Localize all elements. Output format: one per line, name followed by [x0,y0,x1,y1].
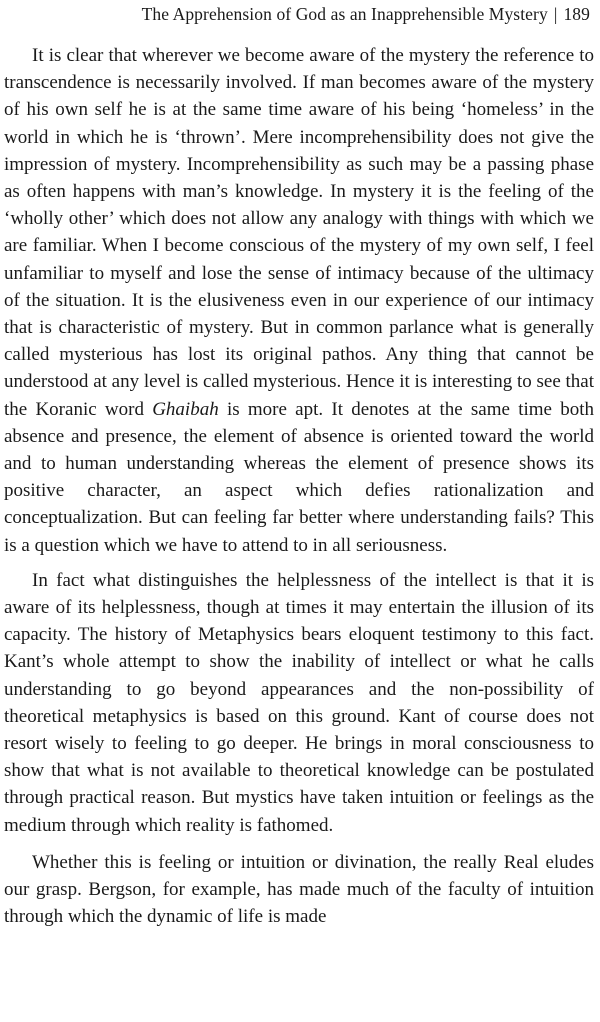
running-header [0,4,590,25]
body-text [4,42,594,939]
page-number: 189 [563,4,590,24]
paragraph-1-text-b: is more apt. It denotes at the same time both absence and presence, the element of absence is oriented toward the world and to human understanding whereas the element of presence shows its positive character, an aspect which defies rationalization and conceptualization. But can feeling far better where understanding fails? This is a question which we have to attend to in all seriousness. [4,398,594,556]
paragraph-2: In fact what distinguishes the helplessness of the intellect is that it is aware of its helplessness, though at times it may entertain the illusion of its capacity. The history of Metaphysics bears eloquent testimony to this fact. Kant’s whole attempt to show the inability of intellect or what he calls understanding to go beyond appearances and the non-possibility of theoretical metaphysics is based on this ground. Kant of course does not resort wisely to feeling to go deeper. He brings in moral consciousness to show that what is not available to theoretical knowledge can be postulated through practical reason. But mystics have taken intuition or feelings as the medium through which reality is fathomed. [4,569,594,836]
paragraph-1-text-a: It is clear that wherever we become aware of the mystery the reference to transcendence is necessarily involved. If man becomes aware of the mystery of his own self he is at the same time aware of his being ‘homeless’ in the world in which he is ‘thrown’. Mere incomprehensibility does not give the impression of mystery. Incomprehensibility as such may be a passing phase as often happens with man’s knowledge. In mystery it is the feeling of the ‘wholly other’ which does not allow any analogy with things with which we are familiar. When I become conscious of the mystery of my own self, I feel unfamiliar to myself and lose the sense of intimacy because of the ultimacy of the situation. It is the elusiveness even in our experience of our intimacy that is characteristic of mystery. But in common parlance what is generally called mysterious has lost its original pathos. Any thing that cannot be understood at any level is called mysterious. Hence it is interesting to see that the Koranic word [4,45,594,420]
chapter-title: The Apprehension of God as an Inapprehensible Mystery [141,4,548,24]
paragraph-1 [4,42,594,559]
header-separator: | [553,4,558,24]
paragraph-3: Whether this is feeling or intuition or divination, the really Real eludes our grasp. Bergson, for example, has made much of the faculty of intuition through which the dynamic of life is made [4,851,594,928]
italic-term-ghaibah: Ghaibah [152,398,219,420]
